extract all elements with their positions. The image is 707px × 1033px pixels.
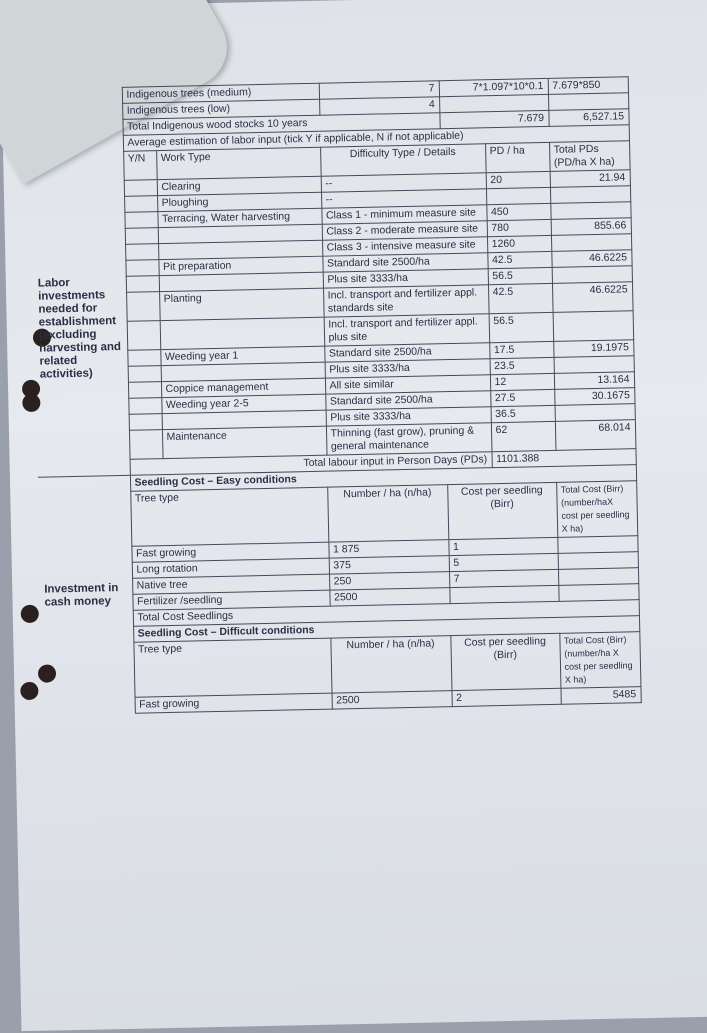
- total-pds: [550, 186, 630, 204]
- total-cost: [558, 568, 638, 586]
- total-cost: [558, 552, 638, 570]
- pd-ha: 36.5: [491, 405, 555, 422]
- punch-hole: [21, 605, 39, 623]
- difficulty-detail: All site similar: [325, 375, 490, 394]
- pd-ha: 42.5: [487, 251, 551, 268]
- cost-header: Cost per seedling (Birr): [447, 482, 557, 539]
- pd-ha: 23.5: [490, 357, 554, 374]
- difficulty-detail: Class 2 - moderate measure site: [322, 221, 487, 240]
- pd-ha: 17.5: [489, 341, 553, 358]
- pd-ha: 780: [487, 219, 551, 236]
- work-type: Planting: [159, 288, 324, 320]
- total-pds: [553, 311, 634, 342]
- work-type: Weeding year 1: [160, 346, 324, 365]
- cost-per-seedling: 2: [452, 688, 561, 706]
- difficulty-detail: Incl. transport and fertilizer appl. standards site: [323, 285, 489, 317]
- tree-type: Long rotation: [132, 558, 329, 578]
- total-pds: [550, 202, 630, 220]
- total-pds: 30.1675: [554, 388, 634, 406]
- stock-calc: 7.679: [439, 110, 548, 128]
- total-cost: 5485: [560, 687, 640, 705]
- work-type: Weeding year 2-5: [161, 394, 325, 413]
- yn-cell: [128, 398, 161, 415]
- stock-count: 4: [319, 97, 439, 116]
- yn-cell: [126, 276, 159, 293]
- labor-total-value: 1101.388: [492, 449, 636, 468]
- work-type: Ploughing: [157, 192, 321, 211]
- difficulty-detail: Standard site 2500/ha: [324, 343, 489, 362]
- difficulty-detail: Plus site 3333/ha: [323, 269, 488, 288]
- total-pds: 68.014: [555, 420, 636, 451]
- total-pds: [552, 266, 632, 284]
- easy-total-label: Total Cost Seedlings: [133, 600, 639, 627]
- tree-type: Fertilizer /seedling: [132, 590, 329, 610]
- total-cost-header: Total Cost (Birr) (number/ha X cost per seedling X ha): [559, 632, 640, 689]
- number-per-ha: 2500: [329, 588, 449, 607]
- work-type-header: Work Type: [156, 147, 321, 179]
- easy-title: Seedling Cost – Easy conditions: [130, 465, 636, 492]
- labor-side-label: Labor investments needed for establishment (excluding harvesting and related activities): [32, 180, 130, 477]
- work-type: Clearing: [157, 176, 321, 195]
- yn-cell: [128, 382, 161, 399]
- pd-ha: 27.5: [490, 389, 554, 406]
- yn-cell: [124, 196, 157, 213]
- difficulty-detail: --: [321, 173, 486, 192]
- labor-total-label: Total labour input in Person Days (PDs): [130, 452, 492, 476]
- number-per-ha: 250: [329, 572, 449, 591]
- yn-header: Y/N: [123, 151, 157, 181]
- total-cost-header: Total Cost (Birr) (number/haX cost per seedling X ha): [556, 481, 637, 538]
- cost-header: Cost per seedling (Birr): [450, 633, 560, 690]
- stock-calc: 7*1.097*10*0.1: [439, 78, 548, 96]
- tree-type-header: Tree type: [133, 638, 331, 697]
- yn-cell: [127, 321, 161, 351]
- pd-ha: 20: [486, 171, 550, 188]
- work-type: Maintenance: [162, 426, 327, 458]
- total-pds: 21.94: [550, 170, 630, 188]
- difficulty-detail: Incl. transport and fertilizer appl. plus site: [324, 314, 490, 346]
- difficulty-detail: Standard site 2500/ha: [325, 391, 490, 410]
- difficulty-header: Difficulty Type / Details: [320, 144, 486, 176]
- establishment-cost-table: [30, 76, 642, 715]
- total-pds: [555, 404, 635, 422]
- difficulty-detail: Standard site 2500/ha: [322, 253, 487, 272]
- number-per-ha: 1 875: [328, 540, 448, 559]
- total-pds: 46.6225: [551, 250, 631, 268]
- cost-per-seedling: 5: [449, 553, 558, 571]
- total-pds-header: Total PDs (PD/ha X ha): [549, 141, 630, 172]
- pd-ha: 42.5: [488, 283, 553, 313]
- number-per-ha: 375: [329, 556, 449, 575]
- stock-label: Indigenous trees (low): [122, 99, 319, 119]
- yn-cell: [124, 212, 157, 229]
- yn-cell: [125, 260, 158, 277]
- difficulty-detail: Class 1 - minimum measure site: [321, 205, 486, 224]
- work-type: Coppice management: [161, 378, 325, 397]
- yn-cell: [126, 292, 160, 322]
- stock-value: 7.679*850: [548, 77, 628, 95]
- stock-label: Indigenous trees (medium): [122, 83, 319, 103]
- yn-cell: [125, 228, 158, 245]
- pd-ha: 62: [491, 421, 556, 451]
- pd-ha: 56.5: [488, 267, 552, 284]
- tree-type: Fast growing: [131, 542, 328, 562]
- total-cost: [558, 584, 638, 602]
- pd-ha: 450: [486, 203, 550, 220]
- stock-label: Total Indigenous wood stocks 10 years: [122, 113, 439, 136]
- pd-ha-header: PD / ha: [485, 142, 550, 172]
- pd-ha: 1260: [487, 235, 551, 252]
- yn-cell: [124, 180, 157, 197]
- stock-count: 7: [319, 81, 439, 100]
- difficult-title: Seedling Cost – Difficult conditions: [133, 616, 639, 643]
- stock-value: [548, 93, 628, 111]
- work-type: [160, 317, 325, 349]
- yn-cell: [127, 350, 160, 367]
- difficulty-detail: Plus site 3333/ha: [325, 359, 490, 378]
- total-pds: [554, 356, 634, 374]
- difficulty-detail: Thinning (fast grow), pruning & general maintenance: [326, 423, 492, 455]
- total-pds: 13.164: [554, 372, 634, 390]
- yn-cell: [125, 244, 158, 261]
- work-type: Pit preparation: [158, 256, 322, 275]
- work-type: Terracing, Water harvesting: [157, 208, 321, 227]
- yn-cell: [129, 414, 162, 431]
- total-pds: [551, 234, 631, 252]
- yn-cell: [128, 366, 161, 383]
- number-header: Number / ha (n/ha): [330, 636, 451, 694]
- total-pds: 46.6225: [552, 282, 633, 313]
- difficulty-detail: Plus site 3333/ha: [326, 407, 491, 426]
- labor-caption: Average estimation of labor input (tick Y if applicable, N if not applicable): [123, 125, 629, 152]
- tree-type-header: Tree type: [130, 487, 328, 546]
- cash-side-label: Investment in cash money: [38, 475, 135, 715]
- cost-per-seedling: 7: [449, 569, 558, 587]
- total-pds: 855.66: [551, 218, 631, 236]
- total-pds: 19.1975: [553, 340, 633, 358]
- pd-ha: 12: [490, 373, 554, 390]
- difficulty-detail: --: [321, 189, 486, 208]
- pd-ha: 56.5: [489, 312, 554, 342]
- number-per-ha: 2500: [332, 691, 452, 710]
- pd-ha: [486, 187, 550, 204]
- punch-hole: [20, 682, 38, 700]
- tree-type: Native tree: [132, 574, 329, 594]
- stock-value: 6,527.15: [548, 109, 628, 127]
- difficulty-detail: Class 3 - intensive measure site: [322, 237, 487, 256]
- tree-type: Fast growing: [135, 693, 332, 713]
- yn-cell: [129, 430, 163, 460]
- cost-per-seedling: 1: [448, 537, 557, 555]
- total-cost: [557, 536, 637, 554]
- number-header: Number / ha (n/ha): [327, 485, 448, 543]
